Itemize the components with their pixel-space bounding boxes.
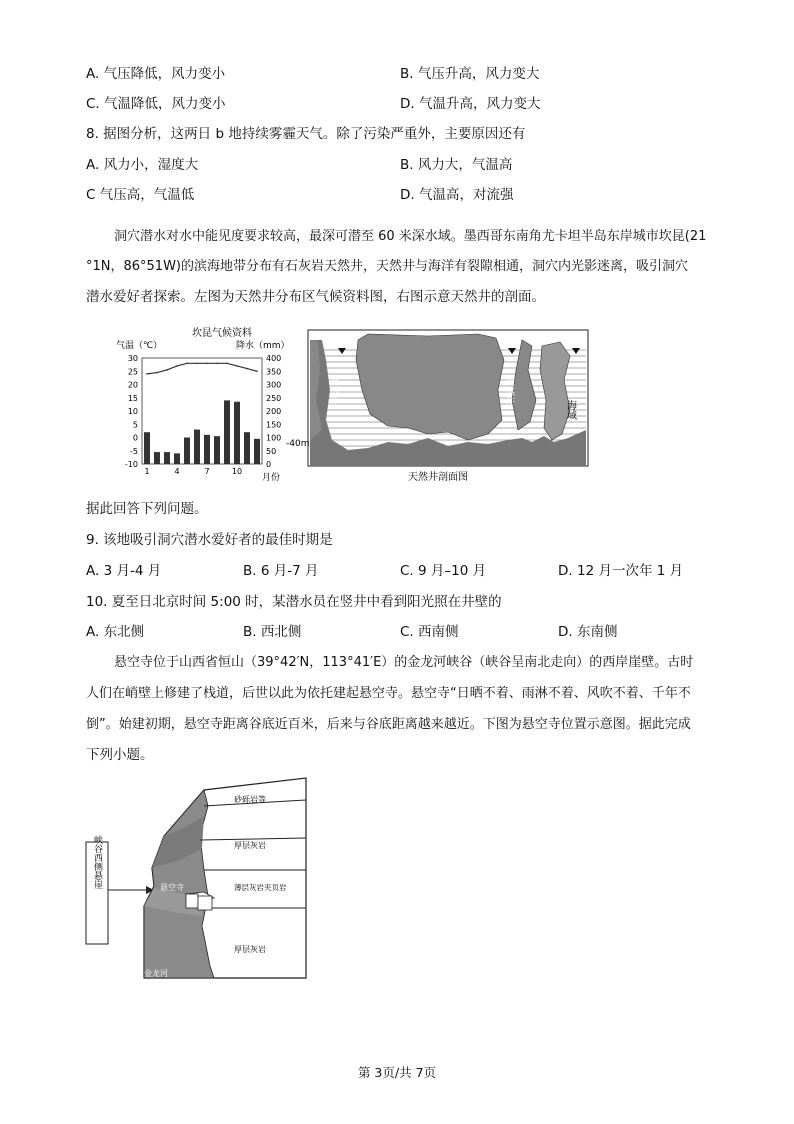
q8-option-a: A. 风力小，湿度大 (86, 157, 199, 173)
temp-tick-1: 25 (127, 367, 138, 377)
q8-option-b: B. 风力大，气温高 (400, 157, 513, 173)
chart-left-axis-label: 气温（℃） (116, 341, 163, 351)
cliff-side-label: 峡谷西侧悬崖 (92, 835, 102, 889)
q9-option-c: C. 9 月–10 月 (400, 563, 487, 579)
precip-bar-2 (154, 452, 160, 464)
temp-point-2 (156, 372, 158, 374)
precip-tick-0: 400 (266, 354, 282, 363)
temp-point-5 (186, 363, 188, 365)
precip-bar-5 (184, 438, 190, 465)
after-figure-note: 据此回答下列问题。 (86, 501, 208, 517)
layer-1-label: 砂砾岩等 (234, 795, 266, 804)
well-caption: 天然井剖面图 (408, 472, 468, 483)
q9-option-b: B. 6 月-7 月 (243, 563, 319, 579)
layer-2-label: 厚层灰岩 (234, 841, 266, 850)
well-label-left: 天然井 (326, 376, 338, 406)
precip-bar-1 (144, 432, 150, 464)
passage1-line3: 潜水爱好者探索。左图为天然井分布区气候资料图，右图示意天然井的剖面。 (86, 289, 545, 305)
precip-tick-2: 300 (266, 380, 282, 390)
temp-tick-2: 20 (127, 380, 138, 390)
well-profile (308, 330, 588, 466)
chart-title: 坎昆气候资料 (192, 328, 252, 339)
figure-climate-and-well (112, 324, 592, 488)
precip-bar-8 (214, 436, 220, 464)
temp-point-12 (256, 370, 258, 372)
temp-point-3 (166, 369, 168, 371)
precip-tick-7: 50 (266, 446, 277, 456)
passage1-line1: 洞穴潜水对水中能见度要求较高，最深可潜至 60 米深水域。墨西哥东南角尤卡坦半岛东岸城市坎昆(21 (114, 229, 707, 244)
temp-point-4 (176, 365, 178, 367)
passage2-line3: 倒”。始建初期，悬空寺距离谷底近百米，后来与谷底距离越来越近。下图为悬空寺位置示意图。据此完成 (86, 717, 691, 732)
passage2-line2: 人们在峭壁上修建了栈道，后世以此为依托建起悬空寺。悬空寺“日晒不着、雨淋不着、风吹不着、千年不 (86, 686, 691, 701)
well-label-mid: 天然井 (502, 376, 514, 406)
precip-tick-3: 250 (266, 393, 282, 403)
temp-tick-0: 30 (127, 354, 138, 363)
climate-chart (116, 326, 290, 483)
temp-point-9 (226, 363, 228, 365)
precip-bar-3 (164, 452, 170, 464)
q9-stem: 9. 该地吸引洞穴潜水爱好者的最佳时期是 (86, 532, 333, 548)
temp-tick-4: 10 (127, 407, 138, 416)
temp-point-11 (246, 368, 248, 370)
precip-bar-11 (244, 432, 250, 464)
temp-tick-5: 5 (132, 420, 138, 430)
q10-stem: 10. 夏至日北京时间 5:00 时，某潜水员在竖井中看到阳光照在井壁的 (86, 594, 502, 610)
chart-x-label: 月份 (262, 473, 281, 483)
q10-option-b: B. 西北侧 (243, 624, 302, 640)
q7-option-b: B. 气压升高，风力变大 (400, 66, 540, 82)
precip-bar-4 (174, 453, 180, 464)
passage1-line2: °1N，86°51W)的滨海地带分布有石灰岩天然井，天然井与海洋有裂隙相通，洞穴内光影迷离，吸引洞穴 (86, 259, 689, 274)
precip-bar-6 (194, 430, 200, 464)
precip-tick-5: 150 (266, 420, 282, 430)
temp-tick-8: -10 (124, 460, 138, 469)
precip-tick-1: 350 (266, 367, 282, 377)
layer-3-label: 薄层灰岩夹页岩 (234, 883, 287, 892)
temp-point-8 (216, 363, 218, 365)
passage2-line4: 下列小题。 (86, 747, 154, 763)
temple-label: 悬空寺 (160, 883, 184, 892)
chart-right-axis-label: 降水（mm） (236, 341, 290, 351)
precip-bar-7 (204, 435, 210, 464)
precip-bar-10 (234, 402, 240, 464)
x-tick-1: 1 (144, 467, 150, 476)
x-tick-4: 4 (174, 467, 180, 476)
q9-option-d: D. 12 月一次年 1 月 (558, 563, 684, 579)
precip-tick-6: 100 (266, 433, 282, 443)
q8-option-d: D. 气温高，对流强 (400, 187, 514, 203)
x-tick-10: 10 (231, 467, 243, 476)
precip-bar-12 (254, 439, 260, 464)
temp-point-7 (206, 363, 208, 365)
temp-tick-6: 0 (132, 433, 138, 443)
x-tick-7: 7 (204, 467, 210, 476)
q8-stem: 8. 据图分析，这两日 b 地持续雾霾天气。除了污染严重外，主要原因还有 (86, 126, 526, 142)
q9-option-a: A. 3 月-4 月 (86, 563, 162, 579)
temp-point-1 (146, 373, 148, 375)
sea-label: 海域 (564, 400, 576, 420)
figure-hanging-temple (84, 776, 314, 988)
q7-option-d: D. 气温升高，风力变大 (400, 96, 541, 112)
precip-tick-8: 0 (266, 460, 272, 469)
q7-option-c: C. 气温降低，风力变小 (86, 96, 226, 112)
q10-option-a: A. 东北侧 (86, 624, 145, 640)
q8-option-c: C 气压高，气温低 (86, 187, 195, 203)
temp-point-10 (236, 365, 238, 367)
temp-point-6 (196, 363, 198, 365)
precip-bar-9 (224, 400, 230, 464)
q10-option-d: D. 东南侧 (558, 624, 618, 640)
passage2-line1: 悬空寺位于山西省恒山（39°42′N，113°41′E）的金龙河峡谷（峡谷呈南北走向）的西岸崖壁。古时 (114, 655, 694, 670)
q10-option-c: C. 西南侧 (400, 624, 459, 640)
temp-tick-3: 15 (127, 393, 138, 403)
precip-tick-4: 200 (266, 407, 282, 416)
temp-tick-7: -5 (130, 446, 138, 456)
page-footer: 第 3页/共 7页 (357, 1065, 437, 1080)
q7-option-a: A. 气压降低，风力变小 (86, 66, 226, 82)
depth-label: -40m (286, 439, 310, 449)
layer-4-label: 厚层灰岩 (234, 945, 266, 954)
river-label: 金龙河 (144, 969, 168, 978)
